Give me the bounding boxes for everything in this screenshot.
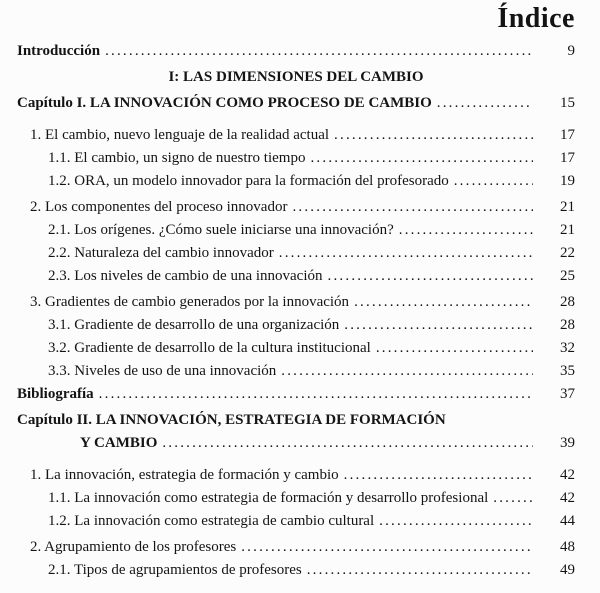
toc-entry-line bbox=[17, 40, 575, 63]
page-number: 25 bbox=[560, 268, 575, 284]
entry-label-continued: Y CAMBIO bbox=[80, 435, 158, 451]
page-number: 32 bbox=[560, 340, 575, 356]
page-number: 28 bbox=[560, 294, 575, 310]
entry-label: Capítulo I. LA INNOVACIÓN COMO PROCESO DE CAMBIO bbox=[17, 95, 432, 111]
page-number: 21 bbox=[560, 199, 575, 215]
toc-entry bbox=[17, 265, 575, 288]
entry-label: Bibliografía bbox=[17, 386, 94, 402]
toc-entry bbox=[17, 536, 575, 559]
entry-label: 1.2. ORA, un modelo innovador para la formación del profesorado bbox=[48, 173, 449, 189]
leader-dots bbox=[376, 337, 533, 360]
entry-label: 2.3. Los niveles de cambio de una innovación bbox=[48, 268, 323, 284]
toc-entry-line bbox=[17, 337, 575, 360]
entry-label: 3.3. Niveles de uso de una innovación bbox=[48, 363, 277, 379]
entry-label: 1.1. La innovación como estrategia de formación y desarrollo profesional bbox=[48, 490, 489, 506]
leader-dots bbox=[354, 291, 533, 314]
toc-entry bbox=[17, 40, 575, 63]
toc-entry bbox=[17, 170, 575, 193]
page-number: 42 bbox=[560, 467, 575, 483]
toc-entry-line bbox=[17, 360, 575, 383]
leader-dots bbox=[162, 432, 533, 455]
toc-entry bbox=[17, 559, 575, 582]
leader-dots bbox=[310, 147, 533, 170]
toc-entry-line bbox=[17, 242, 575, 265]
toc-entry bbox=[17, 291, 575, 314]
entry-label: 1.2. La innovación como estrategia de cambio cultural bbox=[48, 513, 375, 529]
entry-label: 2.2. Naturaleza del cambio innovador bbox=[48, 245, 274, 261]
entry-label: 1. El cambio, nuevo lenguaje de la realidad actual bbox=[30, 127, 330, 143]
leader-dots bbox=[379, 510, 533, 533]
leader-dots bbox=[279, 242, 533, 265]
toc-entry-line bbox=[17, 464, 575, 487]
page-number: 19 bbox=[560, 173, 575, 189]
entry-label: 2. Agrupamiento de los profesores bbox=[30, 539, 237, 555]
toc-list bbox=[17, 40, 575, 582]
leader-dots bbox=[399, 219, 533, 242]
toc-entry bbox=[17, 124, 575, 147]
toc-entry-line bbox=[17, 314, 575, 337]
toc-entry bbox=[17, 219, 575, 242]
page-number: 44 bbox=[560, 513, 575, 529]
leader-dots bbox=[344, 464, 533, 487]
toc-entry-line bbox=[17, 92, 575, 115]
leader-dots bbox=[99, 383, 533, 406]
entry-label: 2. Los componentes del proceso innovador bbox=[30, 199, 288, 215]
leader-dots bbox=[292, 196, 533, 219]
page-number: 15 bbox=[560, 95, 575, 111]
page-number: 17 bbox=[560, 127, 575, 143]
toc-entry-line bbox=[17, 559, 575, 582]
leader-dots bbox=[281, 360, 533, 383]
page-number: 39 bbox=[560, 435, 575, 451]
toc-entry-line1 bbox=[17, 409, 575, 432]
toc-entry bbox=[17, 242, 575, 265]
toc-entry bbox=[17, 510, 575, 533]
entry-label: 1.1. El cambio, un signo de nuestro tiempo bbox=[48, 150, 306, 166]
leader-dots bbox=[307, 559, 533, 582]
toc-entry-line bbox=[17, 536, 575, 559]
page-number: 28 bbox=[560, 317, 575, 333]
leader-dots bbox=[344, 314, 533, 337]
toc-entry bbox=[17, 147, 575, 170]
toc-entry bbox=[17, 92, 575, 115]
entry-label: 3. Gradientes de cambio generados por la innovación bbox=[30, 294, 350, 310]
toc-entry-line bbox=[17, 291, 575, 314]
leader-dots bbox=[334, 124, 533, 147]
leader-dots bbox=[454, 170, 533, 193]
entry-label: Capítulo II. LA INNOVACIÓN, ESTRATEGIA DE FORMACIÓN bbox=[17, 412, 446, 428]
toc-entry bbox=[17, 196, 575, 219]
toc-entry-line bbox=[17, 196, 575, 219]
toc-entry bbox=[17, 314, 575, 337]
page-number: 35 bbox=[560, 363, 575, 379]
toc-entry bbox=[17, 464, 575, 487]
toc-entry bbox=[17, 360, 575, 383]
page-number: 17 bbox=[560, 150, 575, 166]
page-number: 37 bbox=[560, 386, 575, 402]
entry-label: 2.1. Los orígenes. ¿Cómo suele iniciarse una innovación? bbox=[48, 222, 394, 238]
entry-label: Introducción bbox=[17, 43, 101, 59]
toc-entry bbox=[17, 337, 575, 360]
entry-label: 3.2. Gradiente de desarrollo de la cultura institucional bbox=[48, 340, 371, 356]
page-number: 9 bbox=[567, 43, 575, 59]
leader-dots bbox=[105, 40, 533, 63]
toc-entry bbox=[17, 487, 575, 510]
leader-dots bbox=[437, 92, 533, 115]
toc-entry bbox=[17, 409, 575, 455]
toc-entry-line bbox=[17, 170, 575, 193]
entry-label: 3.1. Gradiente de desarrollo de una organización bbox=[48, 317, 340, 333]
page-number: 21 bbox=[560, 222, 575, 238]
toc-entry-line bbox=[17, 147, 575, 170]
toc-entry bbox=[17, 383, 575, 406]
toc-entry-line bbox=[17, 383, 575, 406]
entry-label: 1. La innovación, estrategia de formación y cambio bbox=[30, 467, 339, 483]
toc-entry-line bbox=[17, 510, 575, 533]
page-number: 49 bbox=[560, 562, 575, 578]
leader-dots bbox=[328, 265, 533, 288]
toc-entry-line bbox=[17, 124, 575, 147]
toc-entry-line bbox=[17, 265, 575, 288]
page-title: Índice bbox=[497, 3, 575, 34]
toc-entry-line bbox=[17, 219, 575, 242]
part-heading: I: LAS DIMENSIONES DEL CAMBIO bbox=[168, 69, 424, 85]
toc-entry-line bbox=[17, 487, 575, 510]
leader-dots bbox=[241, 536, 533, 559]
entry-label: 2.1. Tipos de agrupamientos de profesores bbox=[48, 562, 302, 578]
page-number: 42 bbox=[560, 490, 575, 506]
page-number: 48 bbox=[560, 539, 575, 555]
toc-entry-line2 bbox=[17, 432, 575, 455]
leader-dots bbox=[493, 487, 533, 510]
page-number: 22 bbox=[560, 245, 575, 261]
